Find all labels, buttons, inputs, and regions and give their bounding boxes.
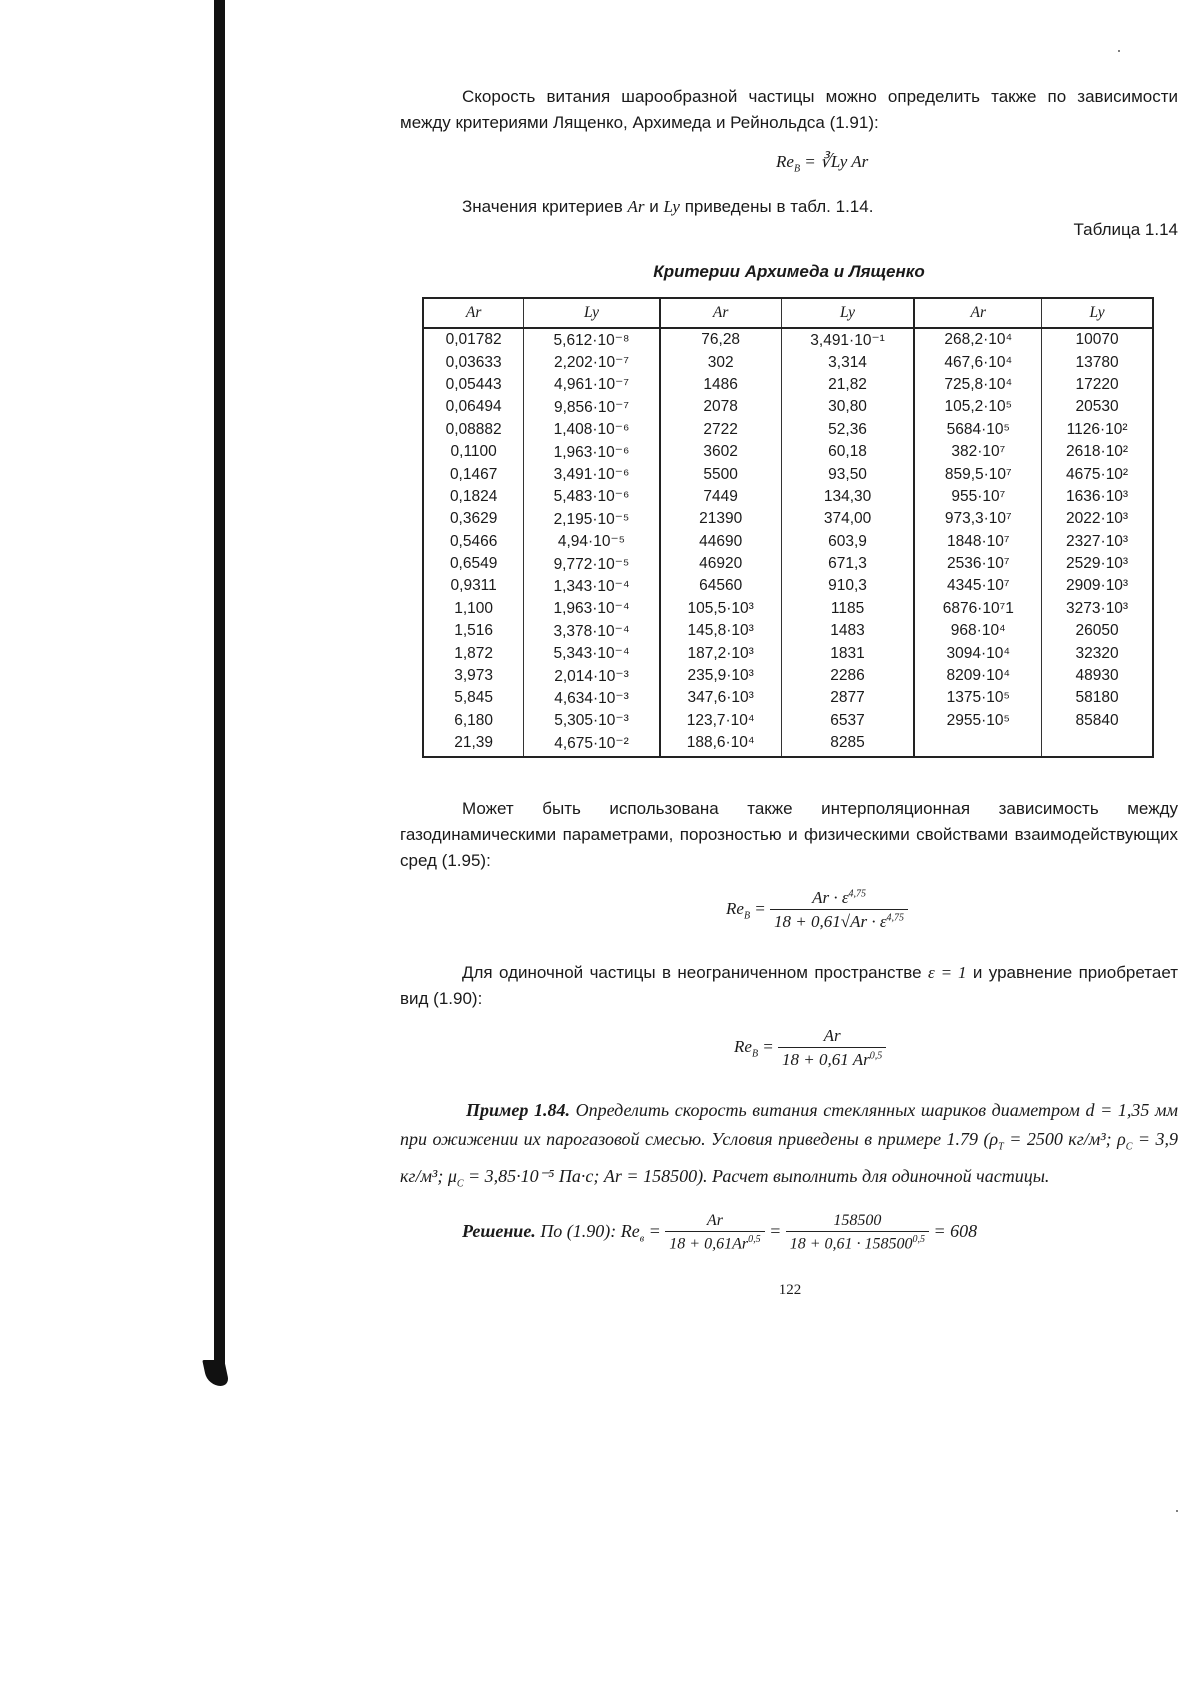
table-cell: 3273·10³ — [1042, 598, 1153, 620]
binding-edge — [214, 0, 225, 1380]
table-cell: 3,491·10⁻¹ — [781, 328, 914, 351]
table-cell: 44690 — [660, 531, 782, 553]
table-cell: 5500 — [660, 463, 782, 485]
table-cell: 0,6549 — [423, 553, 524, 575]
table-cell: 9,856·10⁻⁷ — [524, 396, 660, 418]
table-row — [423, 486, 1153, 508]
page-number: 122 — [778, 1282, 802, 1298]
table-row — [423, 732, 1153, 757]
table-header-row — [423, 298, 1153, 328]
table-cell: 1,343·10⁻⁴ — [524, 575, 660, 597]
table-cell: 0,06494 — [423, 396, 524, 418]
table-cell: 0,08882 — [423, 419, 524, 441]
table-cell: 2877 — [781, 687, 914, 709]
table-cell: 10070 — [1042, 328, 1153, 351]
table-cell: 21,39 — [423, 732, 524, 757]
table-cell: 9,772·10⁻⁵ — [524, 553, 660, 575]
table-row — [423, 665, 1153, 687]
table-cell: 3,378·10⁻⁴ — [524, 620, 660, 642]
table-row — [423, 620, 1153, 642]
table-cell: 5,483·10⁻⁶ — [524, 486, 660, 508]
table-cell: 0,5466 — [423, 531, 524, 553]
table-cell: 4,675·10⁻² — [524, 732, 660, 757]
table-cell: 4,94·10⁻⁵ — [524, 531, 660, 553]
table-cell: 2618·10² — [1042, 441, 1153, 463]
table-row — [423, 351, 1153, 373]
table-cell: 0,1824 — [423, 486, 524, 508]
table-row — [423, 687, 1153, 709]
table-cell: 268,2·10⁴ — [914, 328, 1041, 351]
table-cell: 1,963·10⁻⁶ — [524, 441, 660, 463]
table-cell: 2536·10⁷ — [914, 553, 1041, 575]
criteria-table — [422, 297, 1154, 758]
table-cell: 0,9311 — [423, 575, 524, 597]
table-cell: 4,634·10⁻³ — [524, 687, 660, 709]
criteria-line: Значения критериев Ar и Ly приведены в табл. 1.14. — [462, 197, 874, 216]
column-header: Ly — [1042, 298, 1153, 328]
table-cell: 123,7·10⁴ — [660, 710, 782, 732]
table-cell: 1,408·10⁻⁶ — [524, 419, 660, 441]
table-cell: 4345·10⁷ — [914, 575, 1041, 597]
table-cell: 2955·10⁵ — [914, 710, 1041, 732]
table-cell: 910,3 — [781, 575, 914, 597]
table-cell — [914, 732, 1041, 757]
table-cell: 30,80 — [781, 396, 914, 418]
table-cell: 3602 — [660, 441, 782, 463]
table-row — [423, 642, 1153, 664]
table-cell: 5,343·10⁻⁴ — [524, 642, 660, 664]
table-cell: 5684·10⁵ — [914, 419, 1041, 441]
table-cell: 20530 — [1042, 396, 1153, 418]
table-cell: 235,9·10³ — [660, 665, 782, 687]
table-cell: 955·10⁷ — [914, 486, 1041, 508]
table-cell: 1831 — [781, 642, 914, 664]
formula-single-particle: $Re_B$ = $\frac{Ar}{18 + 0,61 Ar^{0,5}}$ — [734, 1026, 886, 1070]
fraction: $\frac{Ar}{18 + 0,61Ar^{0,5}}$ — [665, 1212, 764, 1253]
table-cell: 968·10⁴ — [914, 620, 1041, 642]
table-cell: 1,100 — [423, 598, 524, 620]
table-cell: 2,195·10⁻⁵ — [524, 508, 660, 530]
table-row — [423, 419, 1153, 441]
table-row — [423, 553, 1153, 575]
column-header: Ly — [781, 298, 914, 328]
table-cell: 3,491·10⁻⁶ — [524, 463, 660, 485]
table-cell: 859,5·10⁷ — [914, 463, 1041, 485]
table-cell: 2022·10³ — [1042, 508, 1153, 530]
intro-paragraph: Скорость витания шарообразной частицы можно определить также по зависимости между критериями Лященко, Архимеда и Рейнольдса (1.91): — [400, 87, 1178, 132]
table-cell: 1486 — [660, 374, 782, 396]
table-cell: 302 — [660, 351, 782, 373]
formula-interpolation: $Re_B$ = $\frac{Ar \cdot \varepsilon^{4,75}}{18 + 0,61√Ar \cdot \varepsilon^{4,75}}$ — [726, 888, 908, 932]
table-cell: 60,18 — [781, 441, 914, 463]
table-cell: 347,6·10³ — [660, 687, 782, 709]
table-cell: 671,3 — [781, 553, 914, 575]
scan-speck — [1176, 1510, 1178, 1512]
table-cell: 1636·10³ — [1042, 486, 1153, 508]
table-cell: 85840 — [1042, 710, 1153, 732]
table-row — [423, 374, 1153, 396]
table-cell: 4,961·10⁻⁷ — [524, 374, 660, 396]
formula-lyashchenko: $Re_B$ = ∛Ly Ar — [776, 152, 869, 175]
table-cell: 46920 — [660, 553, 782, 575]
column-header: Ar — [423, 298, 524, 328]
table-cell: 2529·10³ — [1042, 553, 1153, 575]
binding-edge-curl — [202, 1360, 230, 1386]
table-cell: 1185 — [781, 598, 914, 620]
table-cell: 1,963·10⁻⁴ — [524, 598, 660, 620]
fraction: $\frac{Ar}{18 + 0,61 Ar^{0,5}}$ — [778, 1026, 886, 1070]
table-row — [423, 710, 1153, 732]
table-cell: 8285 — [781, 732, 914, 757]
table-cell: 105,5·10³ — [660, 598, 782, 620]
table-cell: 188,6·10⁴ — [660, 732, 782, 757]
table-cell: 48930 — [1042, 665, 1153, 687]
table-cell: 105,2·10⁵ — [914, 396, 1041, 418]
table-cell: 467,6·10⁴ — [914, 351, 1041, 373]
solution-line: Решение. По (1.90): $Re_в$ = $\frac{Ar}{18 + 0,61Ar^{0,5}}$ = $\frac{158500}{18 + 0,61 \cdot 158500^{0,5}}$ = 608 — [462, 1212, 978, 1253]
scan-speck — [1118, 50, 1120, 52]
table-cell: 1483 — [781, 620, 914, 642]
table-row — [423, 575, 1153, 597]
table-cell — [1042, 732, 1153, 757]
table-cell: 2,014·10⁻³ — [524, 665, 660, 687]
table-cell: 4675·10² — [1042, 463, 1153, 485]
table-cell: 76,28 — [660, 328, 782, 351]
table-cell: 2286 — [781, 665, 914, 687]
table-cell: 145,8·10³ — [660, 620, 782, 642]
table-cell: 973,3·10⁷ — [914, 508, 1041, 530]
table-cell: 187,2·10³ — [660, 642, 782, 664]
table-cell: 8209·10⁴ — [914, 665, 1041, 687]
table-cell: 1848·10⁷ — [914, 531, 1041, 553]
table-row — [423, 598, 1153, 620]
table-cell: 5,612·10⁻⁸ — [524, 328, 660, 351]
solution-label: Решение. — [462, 1220, 536, 1241]
table-cell: 93,50 — [781, 463, 914, 485]
table-row — [423, 396, 1153, 418]
table-cell: 0,1100 — [423, 441, 524, 463]
table-cell: 2,202·10⁻⁷ — [524, 351, 660, 373]
table-cell: 2909·10³ — [1042, 575, 1153, 597]
table-cell: 0,05443 — [423, 374, 524, 396]
table-label: Таблица 1.14 — [1073, 220, 1178, 239]
table-cell: 7449 — [660, 486, 782, 508]
single-particle-paragraph: Для одиночной частицы в неограниченном пространстве ε = 1 и уравнение приобретает вид (1.90): — [400, 963, 1179, 1008]
table-cell: 2722 — [660, 419, 782, 441]
table-cell: 6537 — [781, 710, 914, 732]
table-cell: 1,872 — [423, 642, 524, 664]
column-header: Ly — [524, 298, 660, 328]
table-cell: 52,36 — [781, 419, 914, 441]
table-cell: 3,314 — [781, 351, 914, 373]
table-title: Критерии Архимеда и Лященко — [653, 262, 925, 281]
table-cell: 2078 — [660, 396, 782, 418]
table-cell: 21390 — [660, 508, 782, 530]
table-row — [423, 328, 1153, 351]
table-cell: 725,8·10⁴ — [914, 374, 1041, 396]
table-cell: 0,03633 — [423, 351, 524, 373]
example-label: Пример 1.84. — [466, 1100, 570, 1120]
table-cell: 0,3629 — [423, 508, 524, 530]
table-cell: 1126·10² — [1042, 419, 1153, 441]
table-cell: 6,180 — [423, 710, 524, 732]
fraction: $\frac{Ar \cdot \varepsilon^{4,75}}{18 + 0,61√Ar \cdot \varepsilon^{4,75}}$ — [770, 888, 908, 932]
example-paragraph: Пример 1.84. Определить скорость витания стеклянных шариков диаметром d = 1,35 мм при ожижении их парогазовой смесью. Условия приведены в примере 1.79 ($\rho_Т = 2500$ кг/м³; $\rho_С = 3,9$ кг/м³; $\mu_С = 3,85\cdot 10^{-5}$ Па·с; Ar = 158500). Расчет выполнить для одиночной частицы. — [400, 1100, 1179, 1190]
table-cell: 1,516 — [423, 620, 524, 642]
interpolation-paragraph: Может быть использована также интерполяционная зависимость между газодинамическими параметрами, порозностью и физическими свойствами взаимодействующих сред (1.95): — [400, 799, 1178, 870]
table-cell: 2327·10³ — [1042, 531, 1153, 553]
table-cell: 1375·10⁵ — [914, 687, 1041, 709]
table-cell: 6876·10⁷1 — [914, 598, 1041, 620]
table-cell: 3,973 — [423, 665, 524, 687]
table-cell: 374,00 — [781, 508, 914, 530]
table-cell: 13780 — [1042, 351, 1153, 373]
table-cell: 17220 — [1042, 374, 1153, 396]
table-row — [423, 508, 1153, 530]
table-cell: 5,845 — [423, 687, 524, 709]
table-cell: 134,30 — [781, 486, 914, 508]
table-cell: 0,1467 — [423, 463, 524, 485]
table-row — [423, 441, 1153, 463]
table-cell: 3094·10⁴ — [914, 642, 1041, 664]
table-cell: 0,01782 — [423, 328, 524, 351]
table-row — [423, 463, 1153, 485]
fraction: $\frac{158500}{18 + 0,61 \cdot 158500^{0,5}}$ — [786, 1212, 929, 1253]
table-cell: 603,9 — [781, 531, 914, 553]
column-header: Ar — [660, 298, 782, 328]
table-cell: 382·10⁷ — [914, 441, 1041, 463]
table-cell: 26050 — [1042, 620, 1153, 642]
table-cell: 64560 — [660, 575, 782, 597]
table-cell: 32320 — [1042, 642, 1153, 664]
table-body — [423, 328, 1153, 757]
table-cell: 21,82 — [781, 374, 914, 396]
table-cell: 5,305·10⁻³ — [524, 710, 660, 732]
table-cell: 58180 — [1042, 687, 1153, 709]
table-row — [423, 531, 1153, 553]
column-header: Ar — [914, 298, 1041, 328]
